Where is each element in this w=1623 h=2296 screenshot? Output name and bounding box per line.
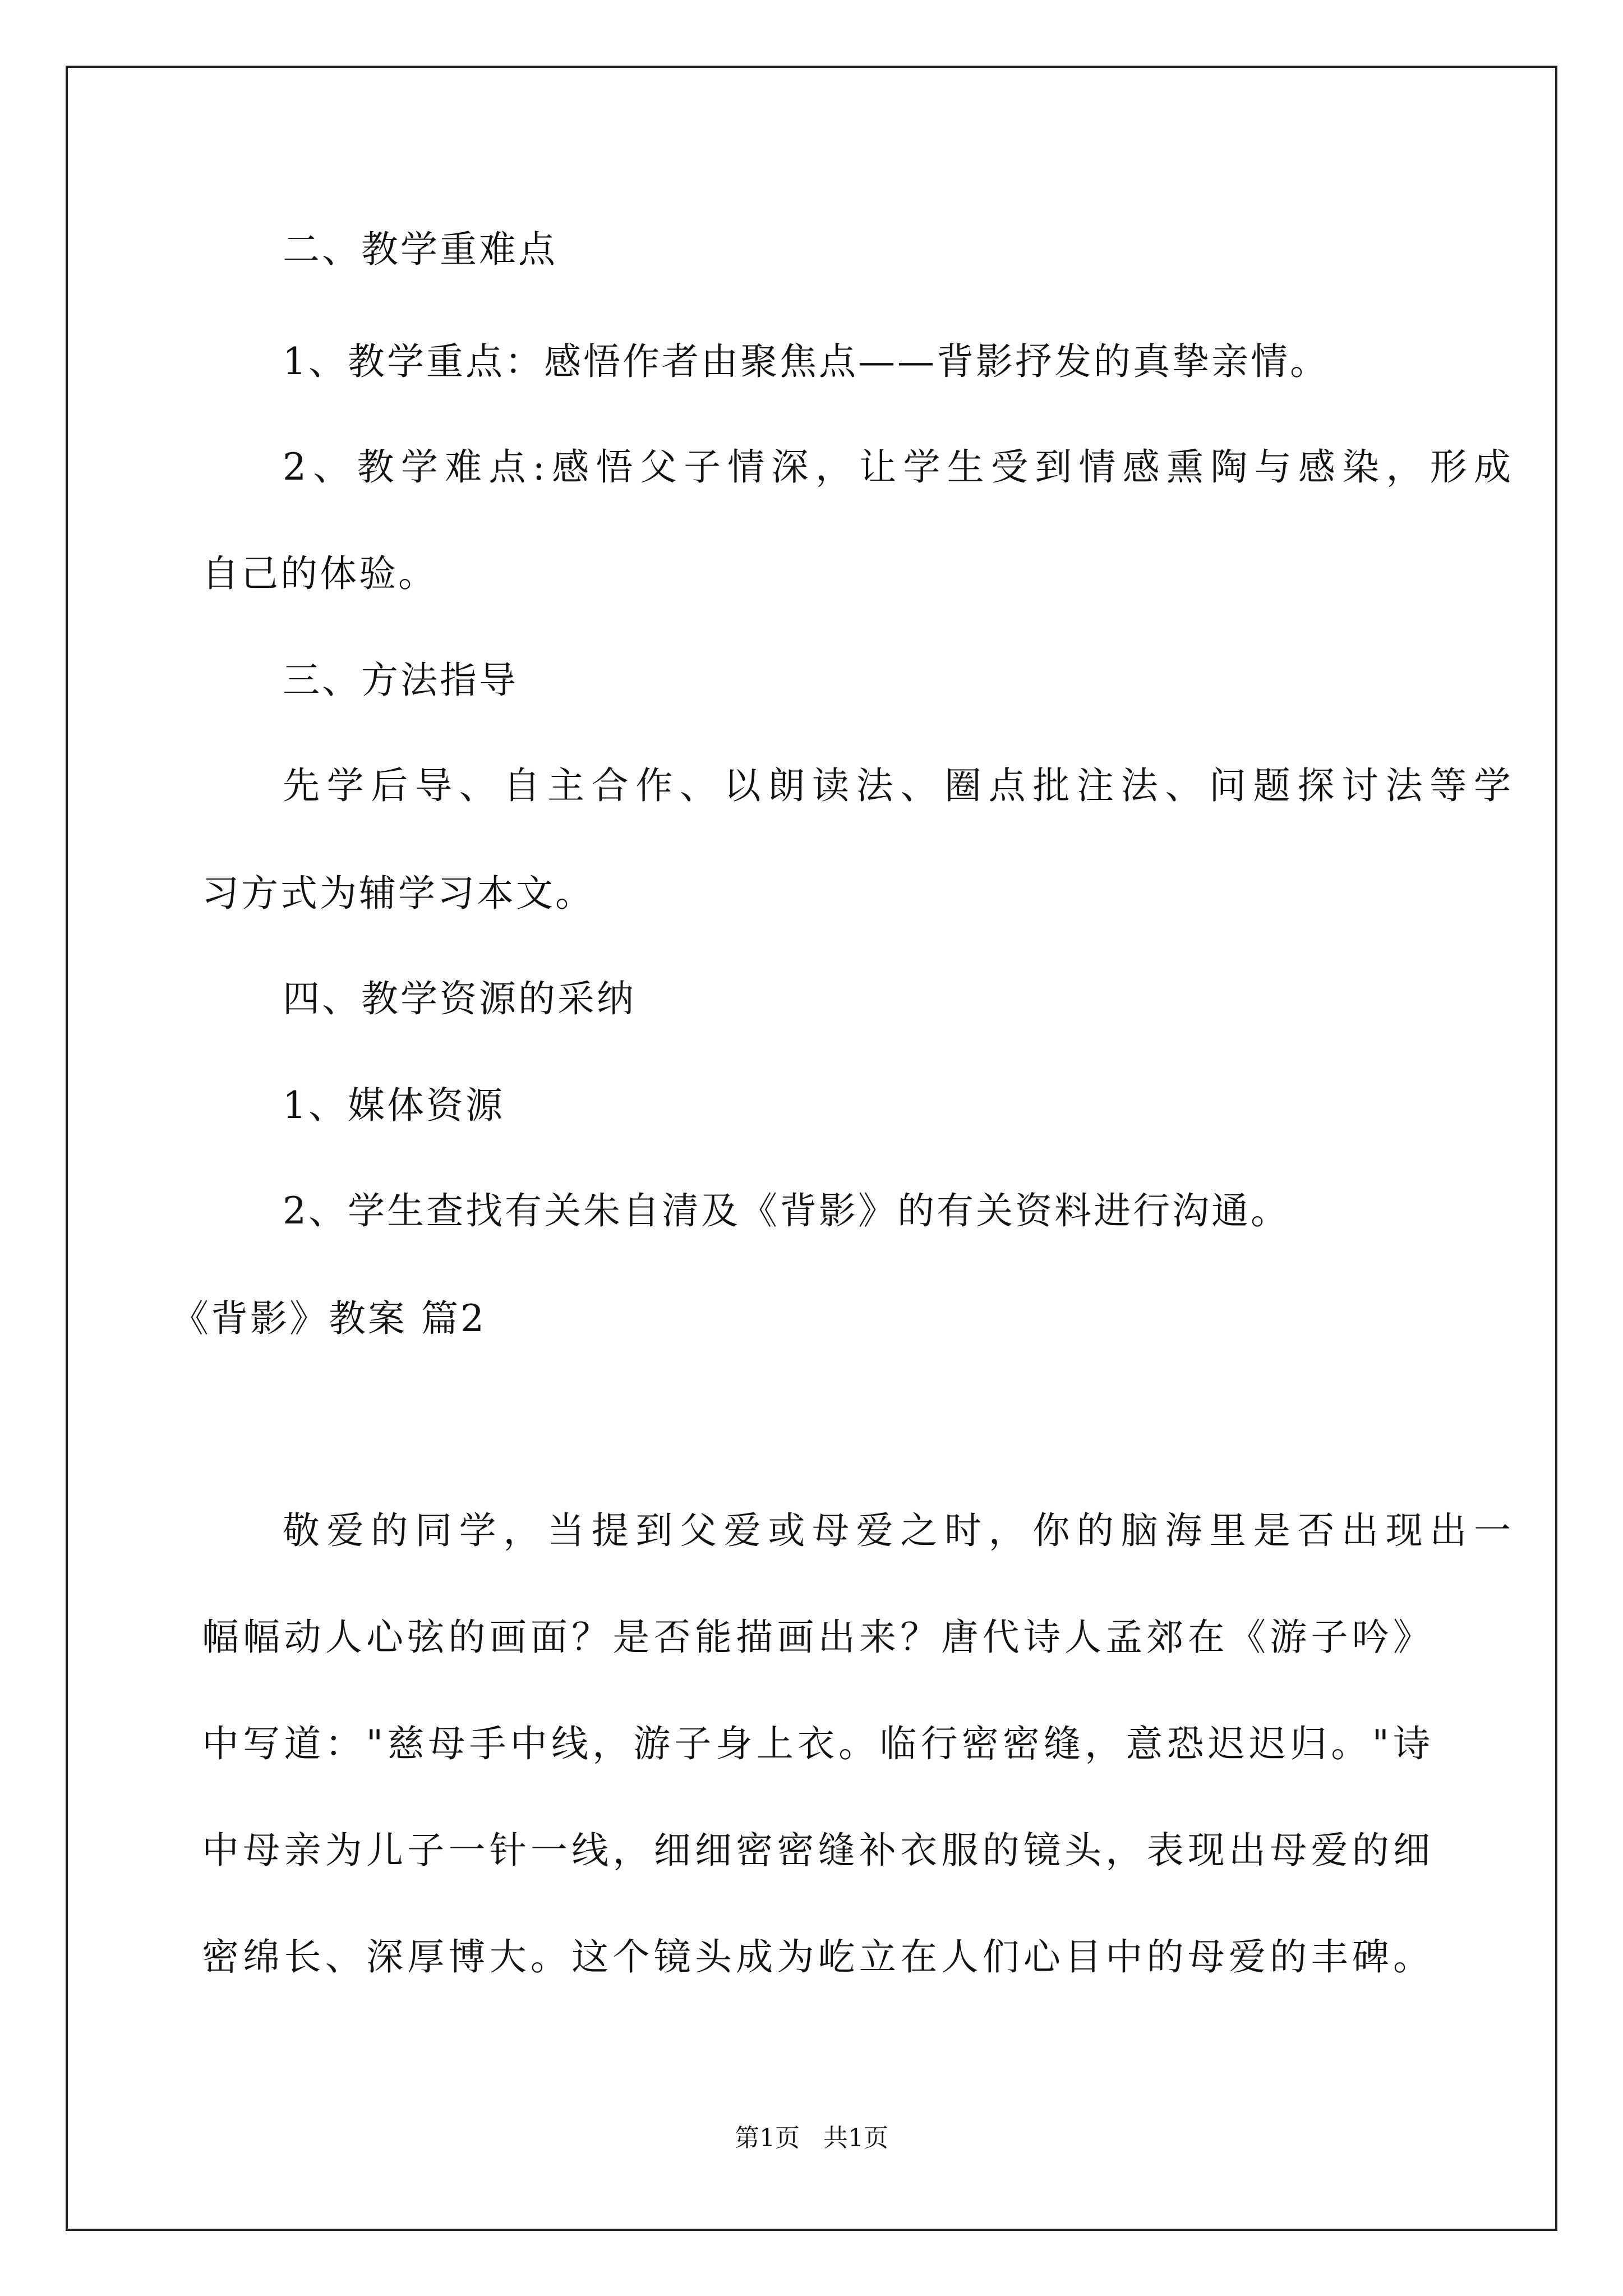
paragraph-line: 密绵长、深厚博大。这个镜头成为屹立在人们心目中的母爱的丰碑。 (202, 1935, 1430, 1978)
page-border (66, 66, 1557, 2231)
section-heading-2: 二、教学重难点 (283, 228, 557, 271)
paragraph-line: 幅幅动人心弦的画面？是否能描画出来？唐代诗人孟郊在《游子吟》 (202, 1616, 1430, 1659)
paragraph-line: 自己的体验。 (202, 552, 437, 595)
paragraph-line: 中写道："慈母手中线，游子身上衣。临行密密缝，意恐迟迟归。"诗 (202, 1722, 1430, 1765)
section-heading-3: 三、方法指导 (283, 659, 518, 702)
paragraph-line: 敬爱的同学，当提到父爱或母爱之时，你的脑海里是否出现出一 (283, 1509, 1511, 1552)
page-footer: 第1页 共1页 (735, 2124, 888, 2152)
section-heading-4: 四、教学资源的采纳 (283, 977, 636, 1020)
paragraph-line: 习方式为辅学习本文。 (202, 872, 594, 915)
paragraph-line: 中母亲为儿子一针一线，细细密密缝补衣服的镜头，表现出母爱的细 (202, 1829, 1430, 1872)
paragraph-line: 先学后导、自主合作、以朗读法、圈点批注法、问题探讨法等学 (283, 764, 1511, 807)
paragraph-line: 1、教学重点：感悟作者由聚焦点——背影抒发的真挚亲情。 (283, 340, 1329, 383)
article-title: 《背影》教案 篇2 (172, 1297, 486, 1340)
paragraph-line: 2、学生查找有关朱自清及《背影》的有关资料进行沟通。 (283, 1189, 1290, 1232)
paragraph-line: 2、教学难点:感悟父子情深，让学生受到情感熏陶与感染，形成 (283, 445, 1511, 489)
paragraph-line: 1、媒体资源 (283, 1084, 505, 1127)
